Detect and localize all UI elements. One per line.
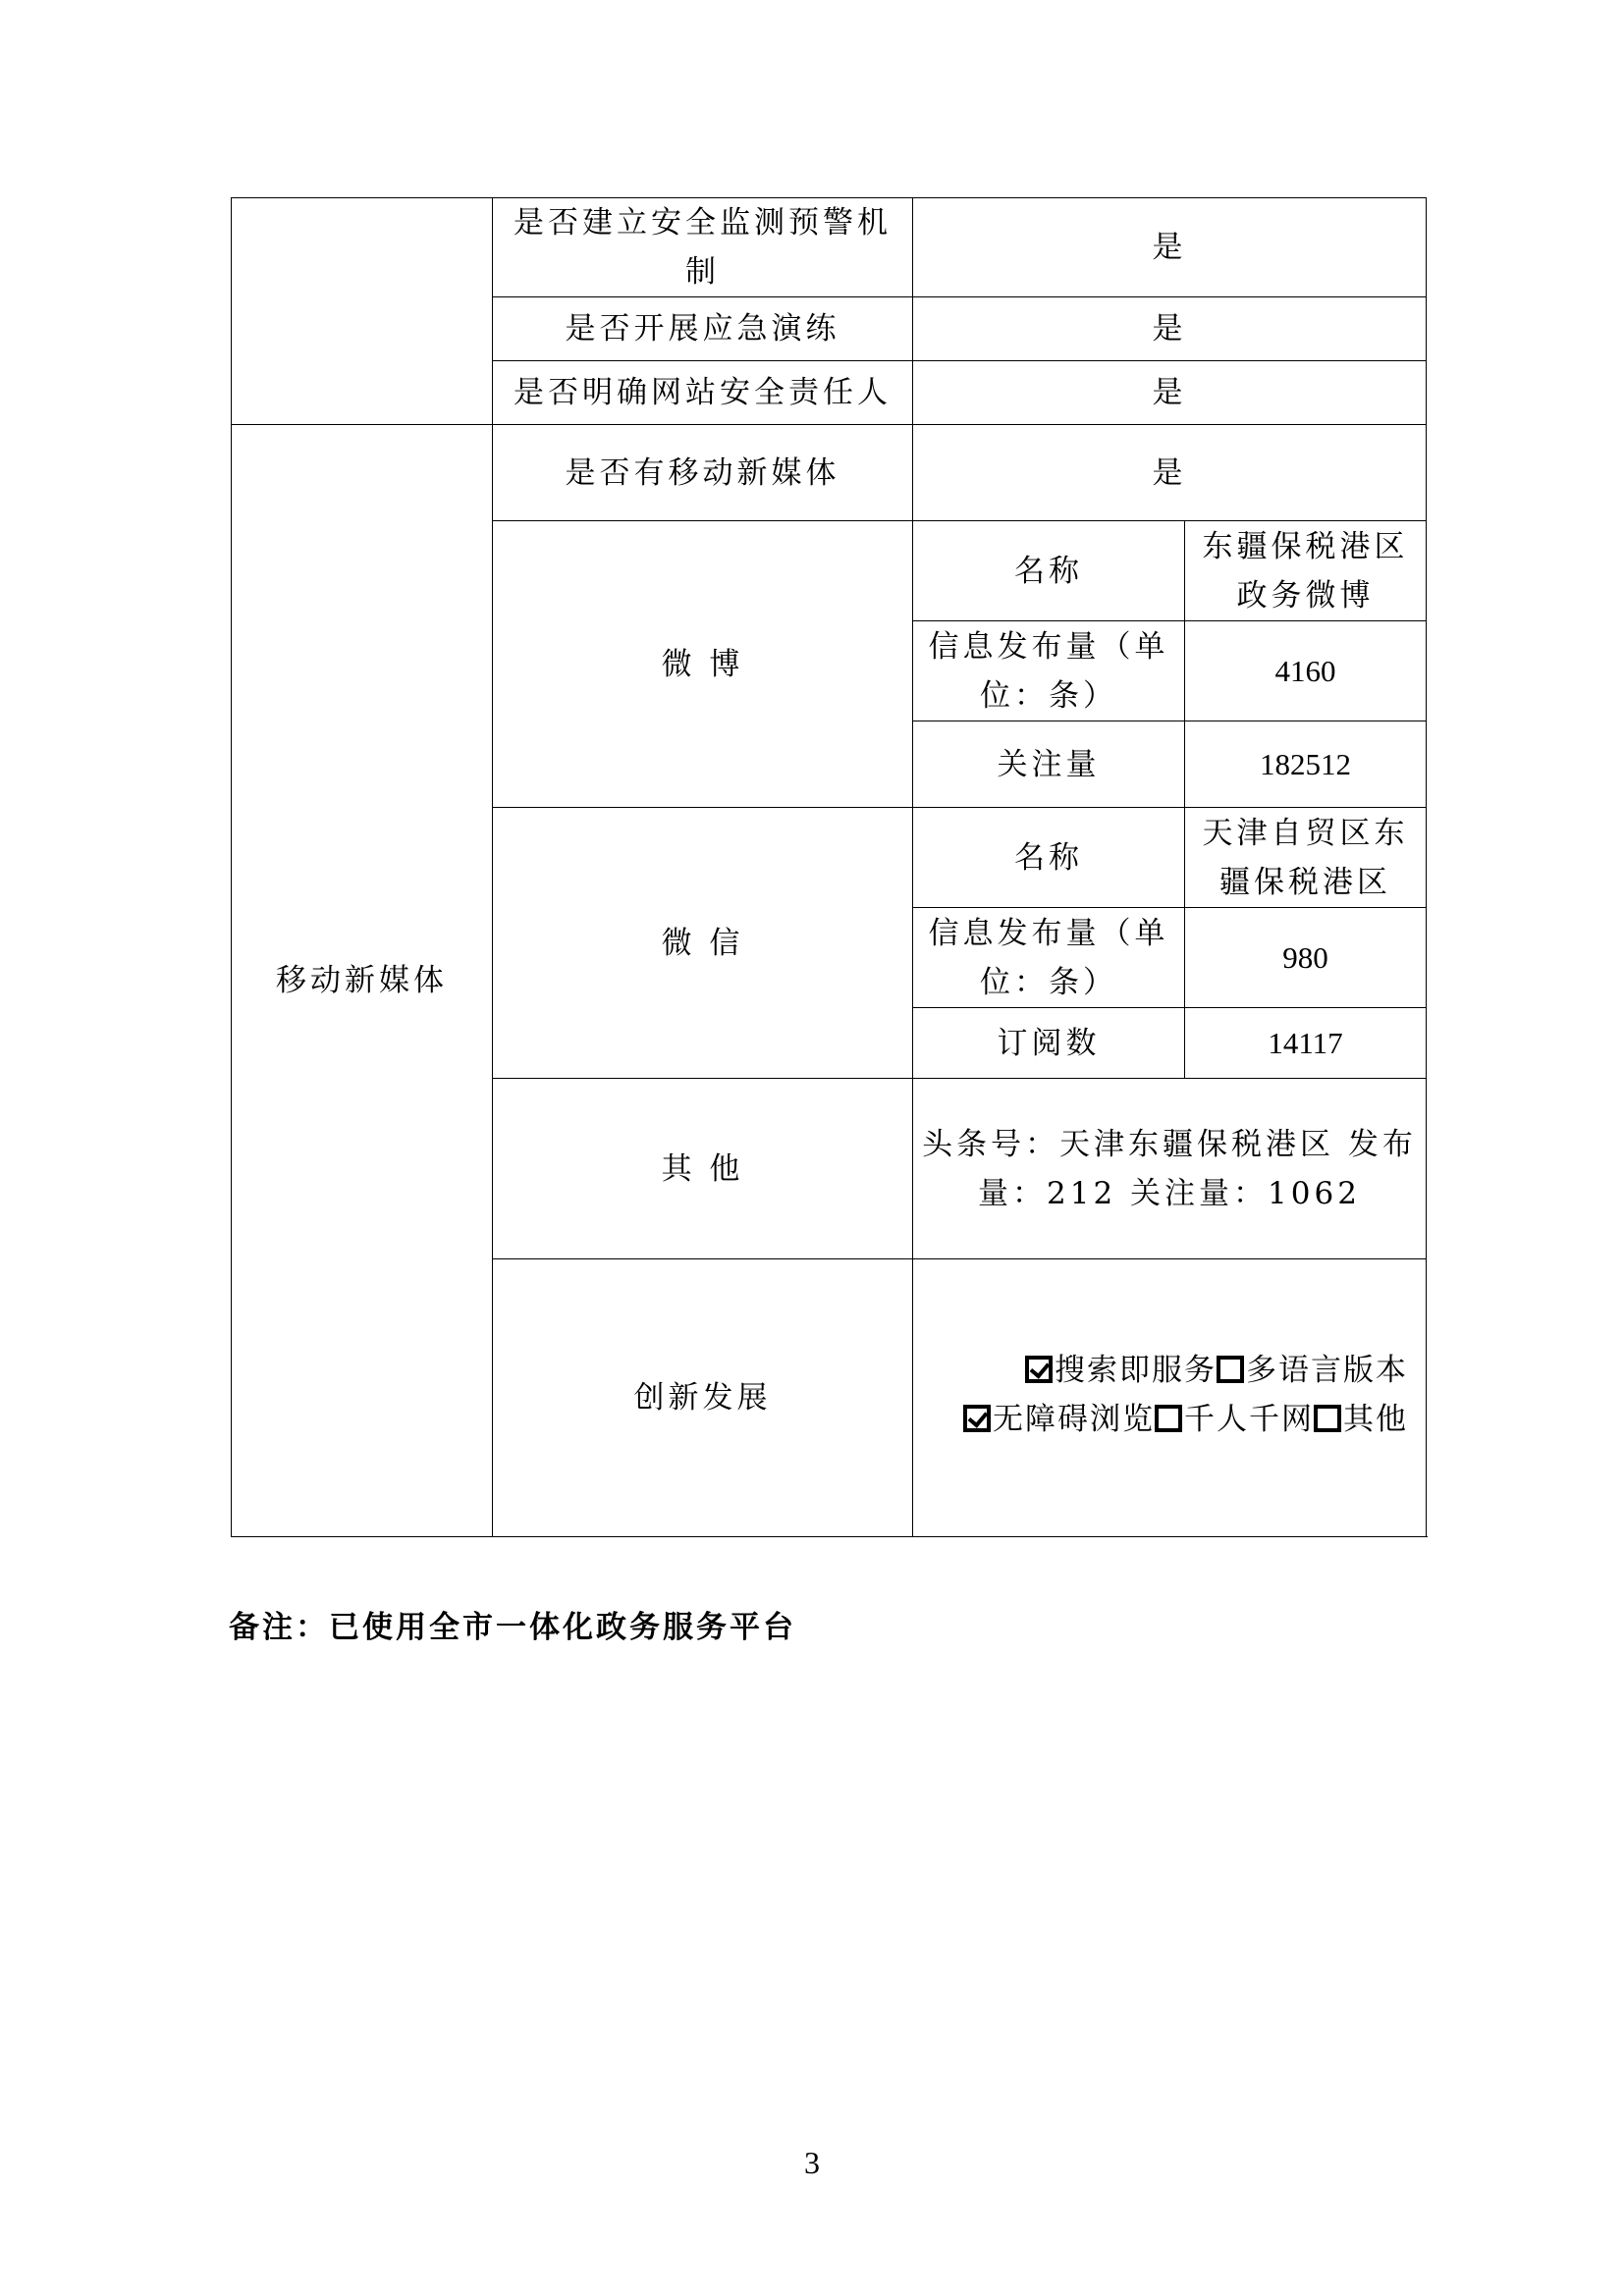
weibo-posts-label: 信息发布量（单位：条） [913, 621, 1185, 721]
wechat-subscribers-label: 订阅数 [913, 1008, 1185, 1079]
other-label: 其 他 [493, 1079, 913, 1259]
wechat-posts-value: 980 [1185, 908, 1427, 1008]
option-label: 千人千网 [1184, 1402, 1314, 1437]
checkbox-icon[interactable] [1155, 1405, 1182, 1432]
checkbox-icon[interactable] [1314, 1405, 1341, 1432]
monitoring-label: 是否建立安全监测预警机制 [493, 198, 913, 297]
drill-label: 是否开展应急演练 [493, 297, 913, 361]
checkbox-icon[interactable] [963, 1405, 991, 1432]
wechat-subscribers-value: 14117 [1185, 1008, 1427, 1079]
weibo-label: 微 博 [493, 521, 913, 808]
security-section-cell [232, 198, 493, 425]
innovation-options [913, 1259, 1427, 1537]
has-media-value: 是 [913, 425, 1427, 521]
other-value: 头条号：天津东疆保税港区 发布量：212 关注量：1062 [913, 1079, 1427, 1259]
table-row [232, 198, 1427, 297]
weibo-name-value: 东疆保税港区政务微博 [1185, 521, 1427, 621]
option-label: 多语言版本 [1246, 1353, 1408, 1388]
option-label: 无障碍浏览 [993, 1402, 1155, 1437]
option-label: 其他 [1343, 1402, 1408, 1437]
wechat-name-value: 天津自贸区东疆保税港区 [1185, 808, 1427, 908]
responsible-label: 是否明确网站安全责任人 [493, 361, 913, 425]
weibo-posts-value: 4160 [1185, 621, 1427, 721]
responsible-value: 是 [913, 361, 1427, 425]
option-multilingual[interactable] [1217, 1353, 1408, 1388]
checkbox-icon[interactable] [1217, 1356, 1244, 1383]
option-personalized[interactable] [1155, 1402, 1314, 1437]
has-media-label: 是否有移动新媒体 [493, 425, 913, 521]
weibo-followers-label: 关注量 [913, 721, 1185, 808]
table-row [232, 425, 1427, 521]
option-search-as-service[interactable] [1025, 1353, 1217, 1388]
footnote: 备注：已使用全市一体化政务服务平台 [229, 1610, 796, 1645]
page-number: 3 [804, 2145, 820, 2180]
wechat-posts-label: 信息发布量（单位：条） [913, 908, 1185, 1008]
option-other[interactable] [1314, 1402, 1408, 1437]
innovation-label: 创新发展 [493, 1259, 913, 1537]
wechat-label: 微 信 [493, 808, 913, 1079]
wechat-name-label: 名称 [913, 808, 1185, 908]
weibo-followers-value: 182512 [1185, 721, 1427, 808]
checkbox-icon[interactable] [1025, 1356, 1053, 1383]
option-accessibility[interactable] [963, 1402, 1155, 1437]
weibo-name-label: 名称 [913, 521, 1185, 621]
drill-value: 是 [913, 297, 1427, 361]
mobile-media-section-label: 移动新媒体 [232, 425, 493, 1537]
monitoring-value: 是 [913, 198, 1427, 297]
report-table [231, 197, 1427, 1537]
option-label: 搜索即服务 [1055, 1353, 1217, 1388]
